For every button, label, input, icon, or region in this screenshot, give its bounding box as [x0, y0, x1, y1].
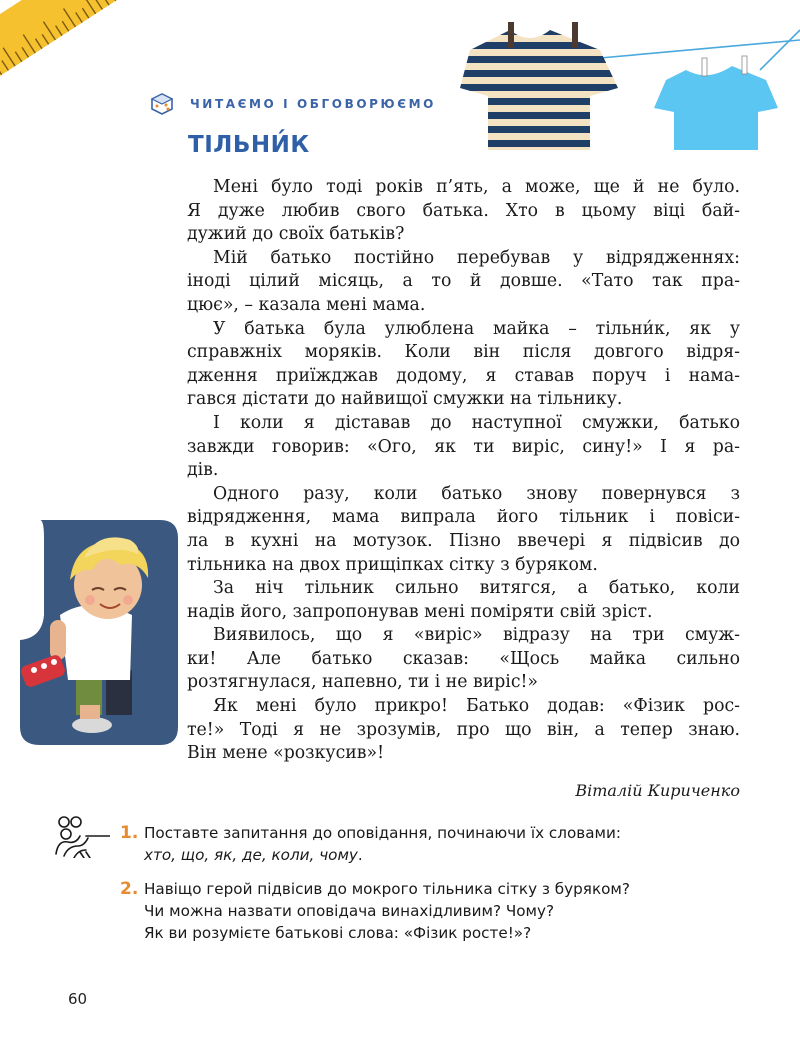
clothesline-illustration	[440, 0, 800, 150]
book-dice-icon	[150, 92, 174, 116]
story-line: цює», – казала мені мама.	[187, 294, 426, 315]
story-line: І коли я діставав до наступної смужки, батько	[213, 412, 740, 433]
story-line: Він мене «розкусив»!	[187, 743, 385, 764]
section-label: ЧИТАЄМО І ОБГОВОРЮЄМО	[190, 97, 436, 111]
story-line: дів.	[187, 460, 219, 481]
question-text: Як ви розумієте батькові слова: «Фізик росте!»?	[144, 924, 532, 942]
question-text: Чи можна назвати оповідача винахідливим? Чому?	[144, 902, 555, 920]
story-line: Як мені було прикро! Батько додав: «Фізик рос-	[213, 696, 740, 717]
question-words: хто, що, як, де, коли, чому	[144, 846, 358, 864]
story-title: ТІЛЬНИ́К	[188, 132, 310, 158]
author-name: Віталій Кириченко	[575, 781, 740, 800]
story-line: те!» Тоді я не зрозумів, про що він, а тепер знаю.	[187, 719, 740, 740]
question-1	[120, 822, 621, 866]
story-line: Виявилось, що я «виріс» відразу на три смуж-	[213, 625, 740, 646]
story-line: завжди говорив: «Ого, як ти виріс, сину!» І я ра-	[187, 436, 740, 457]
story-line: Я дуже любив свого батька. Хто в цьому віці бай-	[187, 200, 740, 221]
story-text	[187, 176, 740, 766]
question-number: 1.	[120, 823, 139, 843]
story-line: У батька була улюблена майка – тільни́к, як у	[213, 318, 740, 339]
story-line: справжніх моряків. Коли він після довгого відря-	[187, 342, 740, 363]
story-line: дження приїжджав додому, я ставав поруч і нама-	[187, 365, 740, 386]
story-line: Мені було тоді років п’ять, а може, ще й не було.	[213, 177, 740, 197]
question-text-end: .	[357, 846, 363, 864]
story-line: Одного разу, коли батько знову повернувся з	[213, 483, 740, 504]
story-line: розтягнулася, напевно, ти і не виріс!»	[187, 672, 539, 693]
story-line: ки! Але батько сказав: «Щось майка сильно	[187, 648, 740, 669]
group-discussion-icon	[52, 814, 110, 858]
question-text: Навіщо герой підвісив до мокрого тільника сітку з буряком?	[144, 880, 630, 898]
page-number: 60	[68, 990, 88, 1008]
story-line: іноді цілий місяць, а то й довше. «Тато так пра-	[187, 271, 740, 292]
boy-illustration	[20, 520, 178, 745]
question-2	[120, 878, 630, 944]
story-line: гався дістати до найвищої смужки на тільнику.	[187, 389, 623, 410]
story-line: Мій батько постійно перебував у відрядженнях:	[213, 247, 740, 268]
story-line: За ніч тільник сильно витягся, а батько, коли	[213, 578, 740, 599]
question-text: Поставте запитання до оповідання, починаючи їх словами:	[144, 824, 621, 842]
story-line: тільника на двох прищіпках сітку з буряком.	[187, 554, 598, 575]
question-number: 2.	[120, 879, 139, 899]
story-line: ла в кухні на мотузок. Пізно ввечері я підвісив до	[187, 530, 740, 551]
story-line: надів його, запропонував мені поміряти свій зріст.	[187, 601, 653, 622]
story-line: відрядження, мама випрала його тільник і повіси-	[187, 507, 740, 528]
story-line: дужий до своїх батьків?	[187, 224, 405, 245]
ruler-illustration	[0, 0, 148, 84]
